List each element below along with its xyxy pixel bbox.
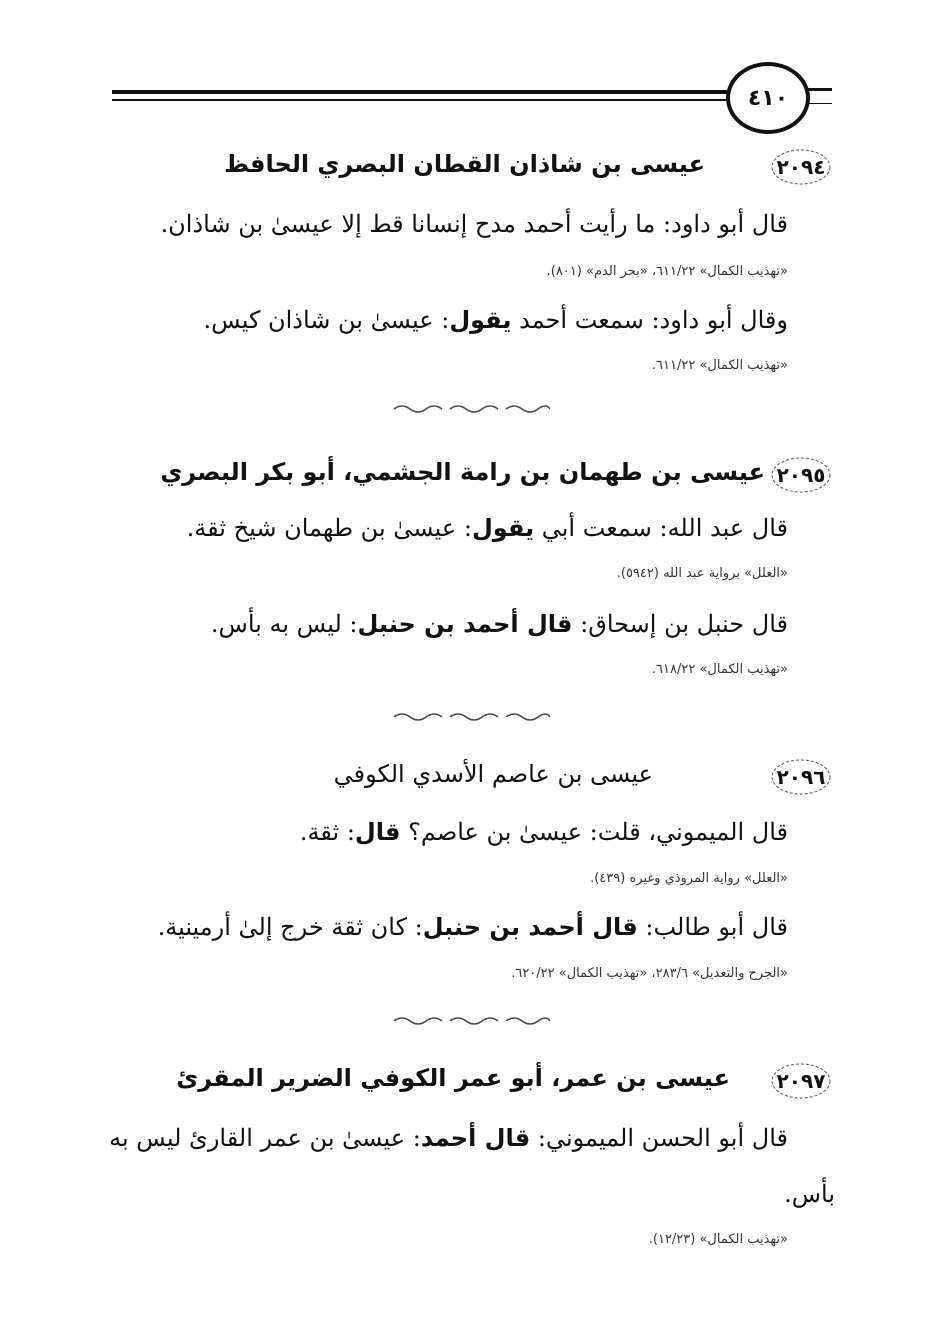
paragraph-text: : ليس به بأس. (210, 610, 358, 638)
paragraph-bold-text: قال (354, 818, 401, 846)
entry-number-badge (770, 455, 832, 495)
entry-paragraph (187, 514, 788, 543)
reference-citation: «العلل» رواية المروذي وغيره (٤٣٩). (590, 871, 788, 886)
entry-number-badge (770, 147, 832, 187)
paragraph-bold-text: قال أحمد (420, 1124, 531, 1152)
entry-paragraph (211, 610, 788, 639)
paragraph-text: قال أبو الحسن الميموني: (530, 1124, 788, 1152)
entry-paragraph-continuation: بأس. (784, 1180, 835, 1208)
entry-number: ٢٠٩٧ (776, 1069, 826, 1093)
paragraph-text: : عيسىٰ بن شاذان كيس. (203, 306, 450, 334)
entry-number-badge (770, 1061, 832, 1101)
reference-citation: «العلل» برواية عبد الله (٥٩٤٢). (616, 566, 788, 581)
ornament-divider-icon (390, 1016, 550, 1026)
entry-paragraph (158, 913, 788, 942)
reference-citation: «الجرح والتعديل» ٢٨٣/٦، «تهذيب الكمال» ٦٢٠/٢٢. (511, 966, 788, 981)
entry-paragraph (109, 1124, 788, 1153)
paragraph-text: قال أبو طالب: (637, 913, 788, 941)
ornament-divider-icon (390, 712, 550, 722)
ornament-divider-icon (390, 404, 550, 414)
paragraph-bold-text: يقول (471, 514, 535, 542)
entry-paragraph (300, 818, 788, 847)
header-rule (112, 90, 730, 94)
paragraph-text: قال الميموني، قلت: عيسىٰ بن عاصم؟ (400, 818, 788, 846)
paragraph-text: وقال أبو داود: سمعت أحمد (511, 306, 788, 334)
entry-title: عيسى بن طهمان بن رامة الجشمي، أبو بكر البصري (160, 458, 765, 486)
entry-number: ٢٠٩٥ (776, 463, 826, 487)
entry-number: ٢٠٩٦ (776, 765, 826, 789)
reference-citation: «تهذيب الكمال» ٦١٨/٢٢. (651, 662, 788, 677)
reference-citation: «تهذيب الكمال» ٦١١/٢٢، «بحر الدم» (٨٠١). (546, 264, 788, 279)
paragraph-text: : عيسىٰ بن عمر القارئ ليس به (109, 1124, 421, 1152)
paragraph-text: قال حنبل بن إسحاق: (572, 610, 788, 638)
entry-number-badge (770, 757, 832, 797)
entry-paragraph (161, 210, 788, 239)
paragraph-text: : عيسىٰ بن طهمان شيخ ثقة. (186, 514, 472, 542)
page-number: ٤١٠ (726, 62, 810, 134)
entry-title: عيسى بن شاذان القطان البصري الحافظ (224, 150, 705, 178)
entry-title: عيسى بن عاصم الأسدي الكوفي (333, 760, 653, 788)
paragraph-text: قال عبد الله: سمعت أبي (534, 514, 788, 542)
paragraph-bold-text: قال أحمد بن حنبل (357, 610, 573, 638)
paragraph-bold-text: قال أحمد بن حنبل (422, 913, 638, 941)
entry-title: عيسى بن عمر، أبو عمر الكوفي الضرير المقرئ (176, 1064, 730, 1092)
reference-citation: «تهذيب الكمال» (١٢/٢٣). (648, 1232, 788, 1247)
reference-citation: «تهذيب الكمال» ٦١١/٢٢. (651, 358, 788, 373)
entry-number: ٢٠٩٤ (776, 155, 826, 179)
entry-paragraph (203, 306, 788, 335)
header-rule-thin (112, 99, 730, 101)
paragraph-text: : ثقة. (299, 818, 355, 846)
paragraph-bold-text: يقول (449, 306, 512, 334)
paragraph-text: قال أبو داود: ما رأيت أحمد مدح إنسانا قط إلا عيسىٰ بن شاذان. (160, 210, 788, 238)
paragraph-text: : كان ثقة خرج إلىٰ أرمينية. (157, 913, 423, 941)
